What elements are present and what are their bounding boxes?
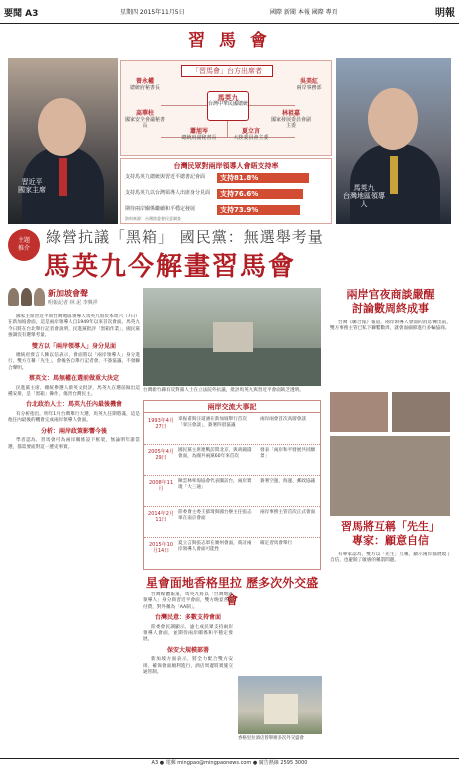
sub-headline: 綠營抗議「黑箱」 國民黨：無選舉考量 <box>46 228 324 246</box>
poll-row: 期待兩岸關係繼續和平穩定發展 支持73.9% <box>125 205 329 215</box>
article-column-2: 台灣媒體報道，馬英九將以「台灣地區領導人」身分與習近平會面，雙方晚宴各自付費，對外稱為「AA制」。 台灣民意：多數支持會面 陸委會民調顯示，逾七成民眾支持兩岸領導人會面，並期待兩岸關係和平穩定發展。 保安大規模部署 新加坡方面表示，將全力配合雙方安排，確保會面順利進行，酒店周邊將實施交通管制。 <box>143 592 233 676</box>
section-tag: 國際 新聞 本報 國際 專頁 <box>270 9 338 16</box>
protest-photo <box>143 288 321 386</box>
featured-badge: 主題 推介 <box>8 229 40 261</box>
diagram-node: 林祖嘉 國家發展委員會副主委 <box>271 110 312 129</box>
masthead-logo: 明報 <box>435 8 455 19</box>
poll-bar: 支持73.9% <box>217 205 300 215</box>
reporter-byline <box>8 288 140 310</box>
poll-box <box>120 158 332 224</box>
attendee-diagram <box>120 60 332 156</box>
poll-row: 支持馬英九以台灣領導人出席身分見面 支持76.6% <box>125 189 329 199</box>
avatar <box>8 288 19 306</box>
right-headline-2: 習馬將互稱「先生」 專家：顧意自信 <box>341 520 440 547</box>
photo-caption-right: 馬英九 台灣地區領導人 <box>343 184 385 208</box>
avatar <box>21 288 32 306</box>
meeting-photo <box>330 436 450 516</box>
issue-date: 星期四 2015年11月5日 <box>120 9 185 16</box>
main-headline: 馬英九今解畫習馬會 <box>44 252 297 282</box>
table-row: 2005年4月29日 國民黨主席連戰訪問北京，與胡錦濤會面，為國共兩黨60年來首次 發表「兩岸和平發展共同願景」 <box>144 445 320 476</box>
right-body-1: 台灣《聯合報》報道，兩岸領導人會面的消息傳出前，雙方事務主管已私下聯繫數周，就會面細節進行多輪協商。 <box>330 320 451 332</box>
photo-ma-ying-jeou <box>336 58 451 224</box>
poll-source: 資料來源：台灣陸委會民意調查 <box>125 216 181 221</box>
photo-xi-jinping <box>8 58 118 224</box>
venue-headline: 星會面地香格里拉 歷多次外交盛會 <box>145 576 319 607</box>
byline-names: 明報記者 林 泥 李興祥 <box>48 300 98 306</box>
byline-title: 新加坡會聲 <box>48 289 88 298</box>
protest-photo-caption: 台灣新竹縣有反對黨人士在立法院外抗議，批評馬英九與習近平會面缺乏透明。 <box>143 388 304 393</box>
hotel-photo-caption: 香格里拉酒店曾舉辦多次外交盛會 <box>238 736 304 741</box>
diagram-title: 「習馬會」台方出席者 <box>181 65 273 77</box>
timeline-title: 兩岸交流大事記 <box>144 401 320 413</box>
poll-bar: 支持76.6% <box>217 189 303 199</box>
poll-row: 支持馬英九總統與習近平總書記會面 支持81.8% <box>125 173 329 183</box>
avatar <box>34 288 45 306</box>
timeline-table <box>143 400 321 570</box>
hub-name: 馬英九 <box>217 94 239 102</box>
table-row: 2014年2月11日 陸委會主委王郁琦與國台辦主任張志軍在南京會面 兩岸事務主管首次正式會面 <box>144 507 320 538</box>
table-row: 2015年10月14日 夏立言與張志軍在廣州會面，商討兩岸領導人會面可能性 確定習馬會舉行 <box>148 541 293 554</box>
poll-title: 台灣民眾對兩岸領導人會晤支持率 <box>173 162 279 170</box>
diagram-node: 吳美紅 兩岸事務部 <box>296 78 322 91</box>
page-footer: A3 ● 電郵 mingpao@mingpaonews.com ● 廣告熱線 2595 3000 <box>0 758 459 768</box>
hotel-photo <box>238 676 322 734</box>
diagram-node: 高華柱 國家安全會議秘書長 <box>125 110 166 129</box>
diagram-node: 夏立言 大陸委員會主委 <box>233 128 269 141</box>
meeting-photo <box>330 392 388 432</box>
right-headline: 兩岸官夜商談嚴醒 討論數周終成事 <box>346 288 435 315</box>
hub-role: 台灣中華民國總統 <box>208 101 249 107</box>
page-header <box>0 0 459 24</box>
poll-bar: 支持81.8% <box>217 173 309 183</box>
banner-title: 習 馬 會 <box>188 31 271 51</box>
diagram-hub <box>207 91 249 121</box>
article-column-1: 國家主席習近平與台灣地區領導人馬英九將於本周六（7日）在新加坡會面，這是兩岸領導人自1949年以來首次會面。馬英九今日將在台北舉行記者會說明，民進黨批評「黑箱作業」，國民黨強調沒有選舉考量。 雙方以「兩岸領導人」身分見面 總統府發言人陳以信表示，會面將以「兩岸領導人」身分進行，雙方互稱「先生」，會後各自舉行記者會，不簽協議、不發聯合聲明。 蔡英文：馬無權在選前做重大決定 民進黨主席、總統參選人蔡英文批評，馬英九在選前做出這種安排，是「黑箱」操作，傷害台灣民主。 台北政治人士：馬英九任內最後機會 有分析指出，明年1月台灣舉行大選，馬英九任期將滿，這是他任內最後的機會完成兩岸領導人會面。 分析：兩岸政策影響今後 學者認為，習馬會可為兩岸關係設下框架，無論明年誰當選，都需要面對這一歷史事實。 <box>8 314 140 450</box>
diagram-node: 蕭旭岑 總統府副秘書長 <box>181 128 217 141</box>
table-row: 2008年11月 陳雲林率海協會代表團訪台，兩岸實現「大三通」 簽署空運、海運、郵政協議 <box>144 476 320 507</box>
table-row: 1993年4月27日 辜振甫與汪道涵在新加坡舉行首次「辜汪會談」，簽署四項協議 兩岸兩會首次高層會談 <box>144 414 320 445</box>
photo-caption-left: 習近平 國家主席 <box>18 178 46 194</box>
diagram-node: 曾永權 總統府秘書長 <box>129 78 160 91</box>
meeting-photo <box>392 392 450 432</box>
section-label: 要聞 A3 <box>4 9 39 19</box>
topic-banner <box>8 30 451 52</box>
right-body-2: 有專家認為，雙方以「先生」互稱，顯示兩岸都展現了自信，也避開了敏感的稱謂問題。 <box>330 552 451 564</box>
